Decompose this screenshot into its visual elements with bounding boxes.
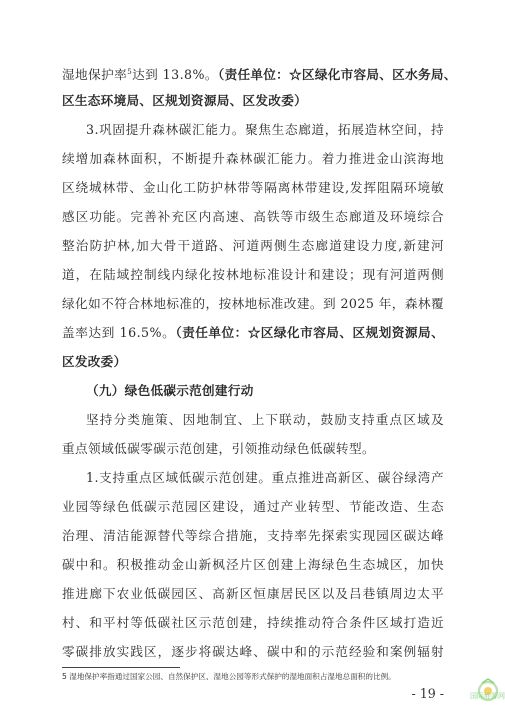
page-number: - 19 -	[411, 686, 444, 701]
text-line: 绿化如不符合林地标准的，按林地标准改建。到 2025 年，森林覆	[62, 296, 444, 311]
footnote: 5 湿地保护率指通过国家公园、自然保护区、湿地公园等形式保护的湿地面积占湿地总面积的比例。	[62, 672, 396, 681]
text-line: 业园等绿色低碳示范园区建设，通过产业转型、节能改造、生态	[62, 499, 444, 514]
text-line: 零碳排放实践区，逐步将碳达峰、碳中和的示范经验和案例辐射	[62, 644, 444, 659]
text-line: 重点领域低碳零碳示范创建，引领推动绿色低碳转型。	[62, 441, 376, 456]
text-line: 治理、清洁能源替代等综合措施，支持率先探索实现园区碳达峰	[62, 528, 444, 543]
responsible-unit: （责任单位：☆区绿化市容局、区规划资源局、	[175, 325, 445, 340]
responsible-unit-continued: 区生态环境局、区规划资源局、区发改委）	[62, 93, 307, 108]
text-line: 整治防护林,加大骨干道路、河道两侧生态廊道建设力度,新建河	[62, 238, 444, 253]
text-line: 续增加森林面积，不断提升森林碳汇能力。着力推进金山滨海地	[62, 151, 444, 166]
text-line: 道，在陆域控制线内绿化按林地标准设计和建设；现有河道两侧	[62, 267, 444, 282]
section-heading-3: 3.巩固提升森林碳汇能力。聚焦生态廊道，拓展造林空间，持	[86, 122, 444, 137]
footnote-divider	[62, 667, 180, 668]
watermark-text: 国际能源网	[470, 692, 505, 700]
text-line: 盖率达到 16.5%。（责任单位：☆区绿化市容局、区规划资源局、	[62, 325, 445, 340]
text-line: 推进廊下农业低碳园区、高新区恒康居民区以及吕巷镇周边太平	[62, 586, 444, 601]
subsection-heading-1: 1.支持重点区域低碳示范创建。重点推进高新区、碳谷绿湾产	[86, 470, 444, 485]
text-line: 碳中和。积极推动金山新枫泾片区创建上海绿色生态城区，加快	[62, 557, 444, 572]
text-line: 湿地保护率$^5$达到 13.8%。（责任单位：☆区绿化市容局、区水务局、	[62, 67, 457, 82]
footnote-marker[interactable]: 5	[127, 68, 133, 76]
text-line: 区绕城林带、金山化工防护林带等隔离林带建设,发挥阻隔环境敏	[62, 180, 444, 195]
text-line: 感区功能。完善补充区内高速、高铁等市级生态廊道及环境综合	[62, 209, 444, 224]
responsible-unit-continued: 区发改委）	[62, 354, 127, 369]
section-title-9: （九）绿色低碳示范创建行动	[86, 383, 254, 398]
text-line: 村、和平村等低碳社区示范创建，持续推动符合条件区域打造近	[62, 615, 444, 630]
text-line: 坚持分类施策、因地制宜、上下联动，鼓励支持重点区域及	[86, 412, 444, 427]
responsible-unit: （责任单位：☆区绿化市容局、区水务局、	[217, 67, 457, 82]
